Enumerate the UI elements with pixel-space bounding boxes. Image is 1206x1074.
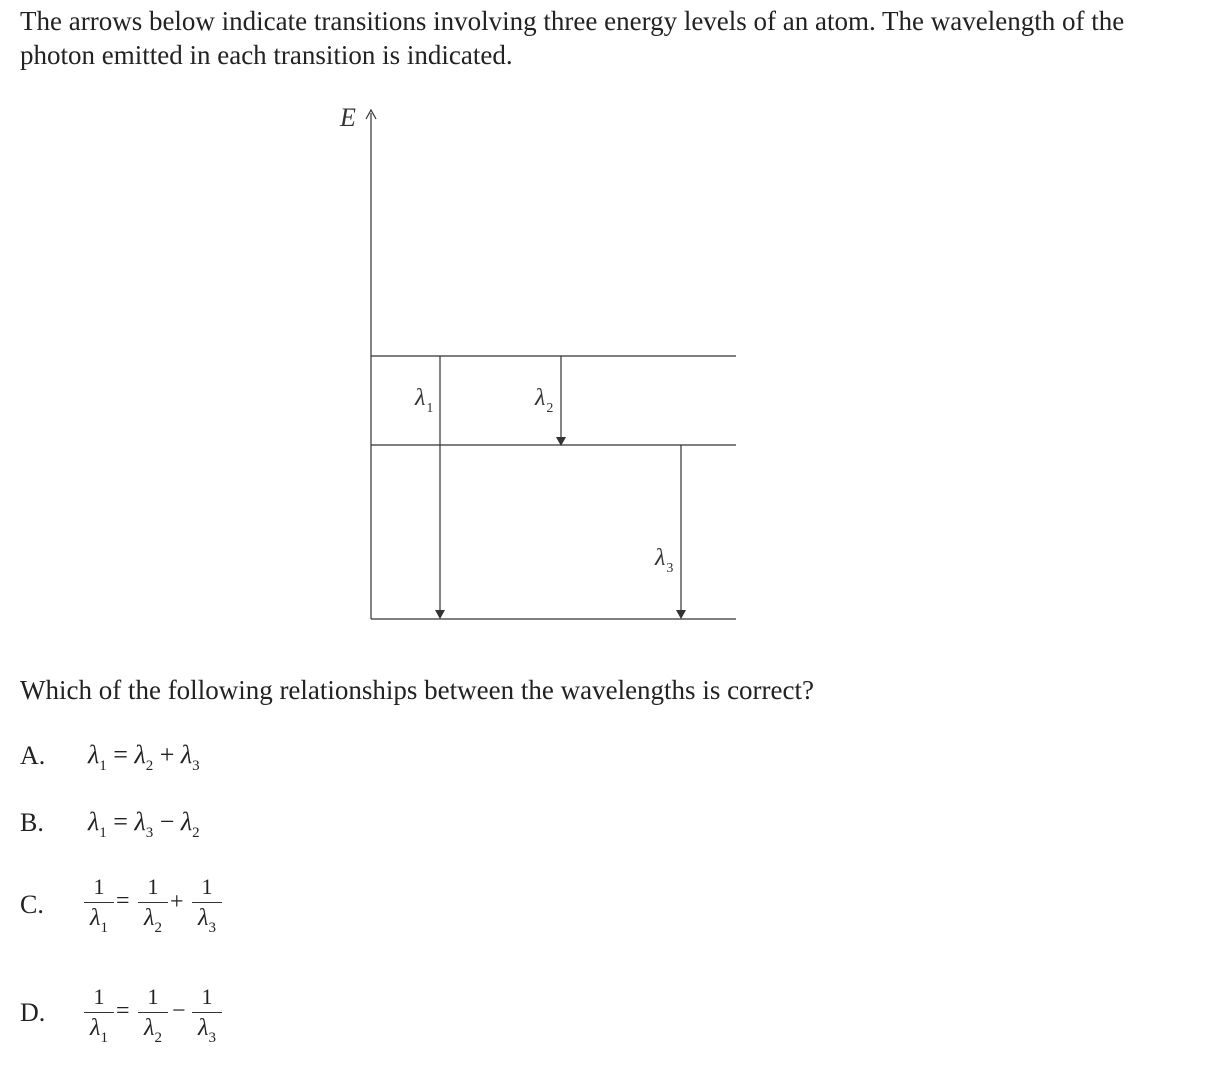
question-stem: The arrows below indicate transitions involving three energy levels of an atom. The wavelength of the photon emitted in each transition is indicated. [20,6,1125,70]
option-b-equation: $\lambda_1 = \lambda_3 - \lambda_2$ [88,807,200,841]
minus-sign: − [172,998,186,1024]
fraction-1-over-lambda1: $\frac{1}{\lambda_1}$ [84,874,114,936]
fraction-1-over-lambda2: $\frac{1}{\lambda_2}$ [138,874,168,936]
option-letter: A. [20,741,46,770]
equals-sign: = [116,998,130,1024]
fraction-1-over-lambda3: $\frac{1}{\lambda_3}$ [192,984,222,1046]
fraction-1-over-lambda3: $\frac{1}{\lambda_3}$ [192,874,222,936]
arrowhead-icon [435,610,445,619]
question-prompt: Which of the following relationships between the wavelengths is correct? [20,675,814,705]
option-letter: C. [20,890,44,919]
energy-level-diagram [330,95,750,630]
option-letter: B. [20,808,44,837]
option-letter: D. [20,998,46,1027]
label-lambda-3: $\lambda_3$ [655,545,674,576]
fraction-1-over-lambda1: $\frac{1}{\lambda_1}$ [84,984,114,1046]
option-a-equation: $\lambda_1 = \lambda_2 + \lambda_3$ [88,740,200,774]
plus-sign: + [170,889,184,915]
fraction-1-over-lambda2: $\frac{1}{\lambda_2}$ [138,984,168,1046]
axis-label-E: E [340,103,356,132]
label-lambda-2: $\lambda_2$ [535,385,554,416]
arrowhead-icon [676,610,686,619]
equals-sign: = [116,888,130,914]
label-lambda-1: $\lambda_1$ [415,385,434,416]
